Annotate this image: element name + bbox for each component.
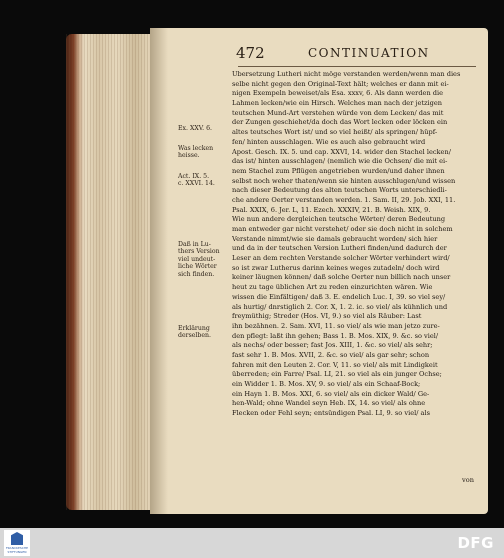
logo-caption: FRANCKESCHE STIFTUNGEN xyxy=(5,546,29,554)
text-line: altes teutsches Wort ist/ und so viel heißt/ als springen/ hüpf- xyxy=(232,128,438,137)
text-line: freymüthig; Streder (Hos. VI, 9.) so viel als Räuber: Last xyxy=(232,312,422,321)
page-header xyxy=(236,44,478,64)
margin-note: Ex. XXV. 6. xyxy=(178,125,212,132)
text-line: teutschen Mund-Art verstehen würde von dem Lecken/ das mit xyxy=(232,108,444,117)
catchword: von xyxy=(462,476,474,484)
header-rule xyxy=(238,66,476,67)
text-line: man entweder gar nicht verstehet/ oder sie doch nicht in solchem xyxy=(232,225,453,233)
margin-note: Act. IX. 5. c. XXVI. 14. xyxy=(178,173,215,188)
text-line: heut zu tage üblichen Art zu reden einzurichten wären. Wie xyxy=(232,283,433,292)
margin-note: Daß in Lu- thers Version viel undeut- liche Wörter sich finden. xyxy=(178,241,220,278)
text-line: hen-Wald; ohne Wandel seyn Heb. IX, 14. so viel/ als ohne xyxy=(232,399,426,408)
text-line: selbst noch weher thaten/wenn sie hinten ausschlugen/und wissen xyxy=(232,176,456,185)
text-line: und da in der teutschen Version Lutheri finden/und dadurch der xyxy=(232,244,447,253)
dfg-logo[interactable]: DFG xyxy=(457,534,494,552)
margin-note: Erklärung derselben. xyxy=(178,325,211,340)
text-line: che andere Oerter verstanden werden. 1. Sam. II, 29. Job. XXI, 11. xyxy=(232,195,456,204)
text-line: als nechs/ oder besser; fast Jos. XIII, 1. &c. so viel/ als sehr; xyxy=(232,341,433,350)
text-line: Psal. XXIX, 6. Jer. L, 11. Ezech. XXXIV, 21. B. Weish. XIX, 9. xyxy=(232,205,431,214)
text-line: nem Stachel zum Pflügen angetrieben wurden/und daher ihnen xyxy=(232,166,445,175)
text-line: ein Widder 1. B. Mos. XV, 9. so viel/ als ein Schaaf-Bock; xyxy=(232,380,421,388)
text-line: keiner läugnen können/ daß solche Oerter nun billich nach unser xyxy=(232,273,451,282)
francke-foundation-logo[interactable] xyxy=(4,530,30,556)
text-line: Flecken oder Fehl seyn; entsündigen Psal. LI, 9. so viel/ als xyxy=(232,409,430,418)
book-page-edges xyxy=(66,34,158,510)
crest-icon xyxy=(11,532,23,545)
text-line: fen/ hinten ausschlagen. Wie es auch also gebraucht wird xyxy=(232,137,426,146)
text-line: ihn bezähnen. 2. Sam. XVI, 11. so viel/ als wie man jetzo zure- xyxy=(232,321,440,330)
text-line: fast sehr 1. B. Mos. XVII, 2. &c. so viel/ als gar sehr; schon xyxy=(232,350,430,359)
text-line: Lahmen lecken/wie ein Hirsch. Welches man nach der jetzigen xyxy=(232,99,442,108)
text-line: so ist zwar Lutherus darinn keines weges zutadeln/ doch wird xyxy=(232,263,440,272)
margin-note: Was lecken heisse. xyxy=(178,145,214,160)
text-line: Apost. Gesch. IX. 5. und cap. XXVI, 14. wider den Stachel lecken/ xyxy=(232,147,451,156)
book-page xyxy=(150,28,488,514)
text-line: selbe nicht gegen den Original-Text hält; welches er dann mit ei- xyxy=(232,79,449,88)
body-text xyxy=(232,70,478,419)
text-line: nigen Exempeln beweiset/als Esa. xxxv, 6. Als dann werden die xyxy=(232,89,444,98)
text-line: fahren mit den Leuten 2. Cor. V, 11. so viel/ als mit Lindigkeit xyxy=(232,360,438,369)
text-line: als hurtig/ dnrstiglich 2. Cor. X, 1. 2. ic. so viel/ als kühnlich und xyxy=(232,302,448,311)
text-line: wissen die Einfältigen/ daß 3. E. endelich Luc. I, 39. so viel sey/ xyxy=(232,292,446,301)
text-line: überreden; ein Farre/ Psal. LI, 21. so viel als ein junger Ochse; xyxy=(232,370,442,379)
viewer-footer xyxy=(0,528,504,558)
text-line: den pflegt: laßt ihn gehen; Bass 1. B. Mos. XIX, 9. &c. so viel/ xyxy=(232,331,439,340)
running-head: CONTINUATION xyxy=(308,46,430,60)
text-line: Verstande nimmt/wie sie damals gebraucht worden/ sich hier xyxy=(232,234,438,243)
text-line: Leser an dem rechten Verstande solcher Wörter verhindert wird/ xyxy=(232,254,450,263)
text-line: Wie nun andere dergleichen teutsche Wörter/ deren Bedeutung xyxy=(232,215,446,224)
text-line: nach dieser Bedeutung des alten teutschen Worts unterschiedli- xyxy=(232,186,447,195)
page-number: 472 xyxy=(236,44,265,62)
text-line: Ubersetzung Lutheri nicht möge verstanden werden/wenn man dies xyxy=(232,70,461,78)
text-line: das ist/ hinten ausschlagen/ (nemlich wie die Ochsen/ die mit ei- xyxy=(232,157,448,166)
text-line: ein Hayn 1. B. Mos. XXI, 6. so viel/ als ein dicker Wald/ Ge- xyxy=(232,389,430,398)
text-line: der Zungen geschiehet/da doch das Wort lecken oder löcken ein xyxy=(232,118,448,127)
